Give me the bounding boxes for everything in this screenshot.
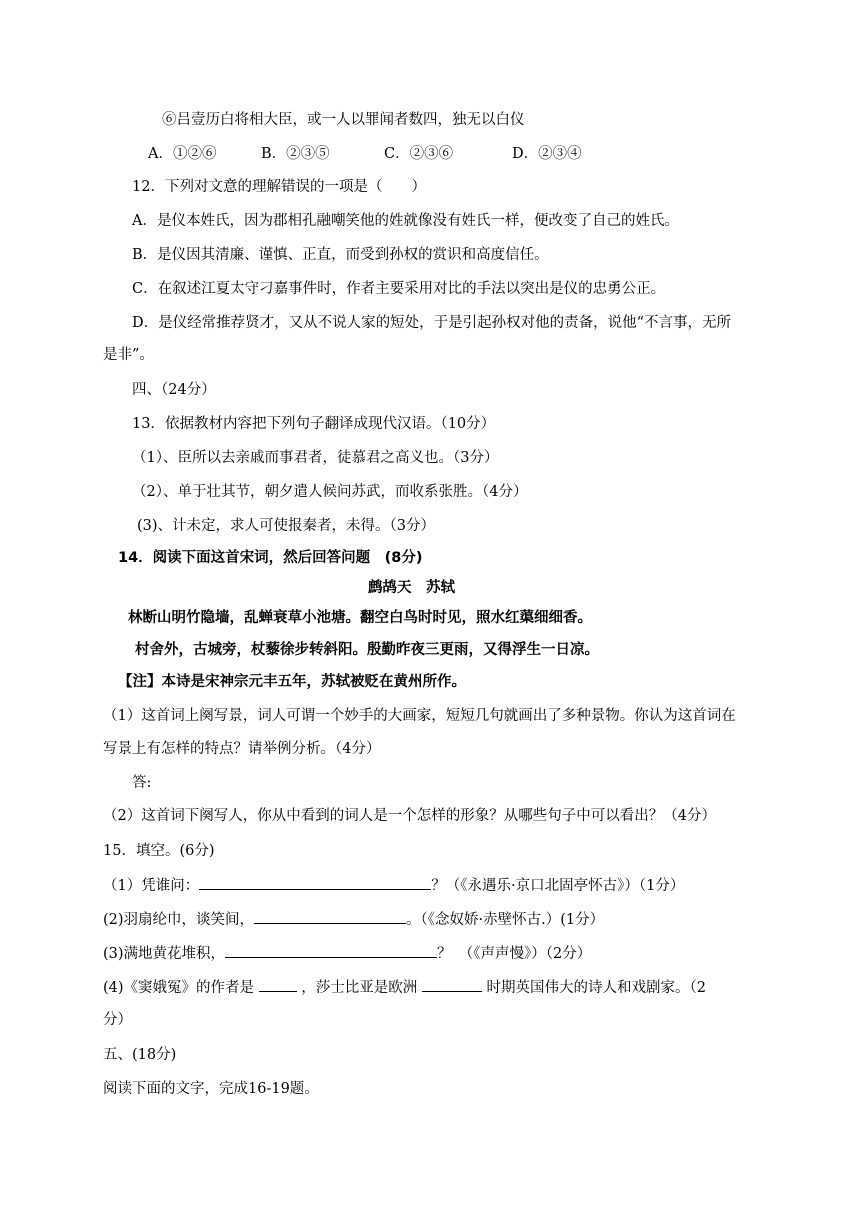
q15-2-prompt: (2)羽扇纶巾，谈笑间， — [103, 912, 255, 928]
poem-title: 鹧鸪天 苏轼 — [368, 580, 455, 596]
q14-1-line1: （1）这首词上阕写景，词人可谓一个妙手的大画家，短短几句就画出了多种景物。你认为这首词在 — [103, 708, 736, 724]
poem-line-2: 村舍外，古城旁，杖藜徐步转斜阳。殷勤昨夜三更雨，又得浮生一日凉。 — [135, 642, 599, 658]
section-4-heading: 四、（24分） — [132, 382, 216, 398]
q12-option-a: A．是仪本姓氏，因为郡相孔融嘲笑他的姓就像没有姓氏一样，便改变了自己的姓氏。 — [132, 213, 679, 229]
q13-stem: 13．依据教材内容把下列句子翻译成现代汉语。（10分） — [132, 416, 496, 432]
q15-4-tail: 时期英国伟大的诗人和戏剧家。（2 — [486, 980, 706, 996]
q15-2-blank[interactable] — [254, 909, 406, 924]
q11-option-b: B．②③⑤ — [261, 146, 330, 162]
q15-4 — [103, 977, 706, 998]
q15-4-line2: 分） — [103, 1012, 132, 1028]
q13-sentence-1: （1）、臣所以去亲戚而事君者，徒慕君之高义也。（3分） — [132, 450, 499, 466]
q15-2 — [103, 909, 604, 930]
q12-option-c: C．在叙述江夏太守刁嘉事件时，作者主要采用对比的手法以突出是仪的忠勇公正。 — [132, 281, 666, 297]
q15-3-source: ？ （《声声慢》）（2分） — [437, 946, 592, 962]
q11-options — [148, 144, 582, 164]
q13-sentence-2: （2）、单于壮其节，朝夕遣人候问苏武，而收系张胜。（4分） — [132, 484, 528, 500]
section-5-heading: 五、(18分) — [103, 1047, 177, 1063]
q12-option-b: B．是仪因其清廉、谨慎、正直，而受到孙权的赏识和高度信任。 — [132, 247, 549, 263]
q12-stem: 12．下列对文意的理解错误的一项是（ ） — [132, 179, 426, 195]
q15-2-source: 。（《念奴娇·赤壁怀古.）(1分） — [406, 912, 605, 928]
q15-1 — [103, 875, 684, 896]
q15-4-blank-2[interactable] — [422, 977, 482, 992]
poem-note: 【注】本诗是宋神宗元丰五年，苏轼被贬在黄州所作。 — [118, 674, 466, 690]
q11-option-d: D．②③④ — [512, 146, 582, 162]
answer-label: 答: — [132, 775, 152, 791]
q13-sentence-3: (3)、计未定，求人可使报秦者，未得。（3分） — [137, 518, 436, 534]
q15-3-prompt: (3)满地黄花堆积， — [103, 946, 226, 962]
q15-1-source: ？（《永遇乐·京口北固亭怀古》）（1分） — [431, 878, 685, 894]
q14-stem: 14．阅读下面这首宋词，然后回答问题 (8分) — [118, 550, 423, 566]
q15-4-blank-1[interactable] — [259, 977, 297, 992]
poem-line-1: 林断山明竹隐墙，乱蝉衰草小池塘。翻空白鸟时时见，照水红蕖细细香。 — [128, 610, 592, 626]
q15-1-blank[interactable] — [199, 875, 431, 890]
q15-4-middle: ，莎士比亚是欧洲 — [301, 980, 418, 996]
q12-option-d-line1: D．是仪经常推荐贤才，又从不说人家的短处，于是引起孙权对他的责备，说他“不言事，无所 — [132, 315, 732, 331]
q15-stem: 15．填空。(6分) — [103, 843, 215, 859]
q15-3-blank[interactable] — [225, 943, 437, 958]
section-5-intro: 阅读下面的文字，完成16-19题。 — [103, 1081, 319, 1097]
q14-1-line2: 写景上有怎样的特点？请举例分析。（4分） — [103, 741, 381, 757]
q15-1-prompt: （1）凭谁问： — [103, 878, 200, 894]
q11-option-a: A．①②⑥ — [148, 146, 217, 162]
q15-4-prompt: (4)《窦娥冤》的作者是 — [103, 980, 255, 996]
q11-item-6: ⑥吕壹历白将相大臣，或一人以罪闻者数四，独无以白仪 — [162, 112, 525, 128]
q14-2: （2）这首词下阕写人，你从中看到的词人是一个怎样的形象？从哪些句子中可以看出？（4分） — [103, 808, 716, 824]
q11-option-c: C．②③⑥ — [384, 146, 454, 162]
q15-3 — [103, 943, 591, 964]
q12-option-d-line2: 是非”。 — [103, 347, 154, 363]
